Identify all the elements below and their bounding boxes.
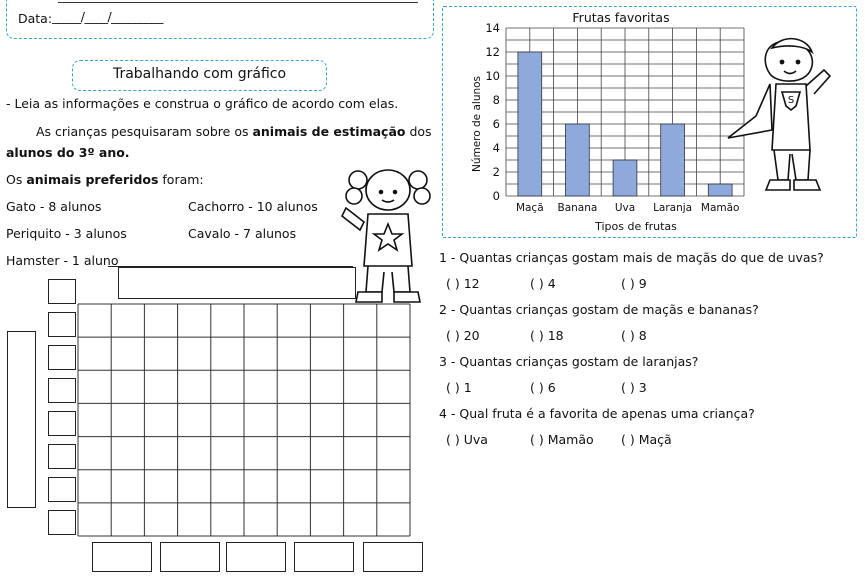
chart-xtick-label: Mamão — [700, 202, 740, 214]
x-category-answer-box[interactable] — [294, 542, 354, 572]
superhero-boy-icon — [726, 30, 856, 198]
y-tick-answer-box[interactable] — [48, 411, 76, 436]
page-title: Trabalhando com gráfico — [112, 66, 287, 82]
chart-xtick-label: Laranja — [653, 202, 693, 214]
y-tick-answer-box[interactable] — [48, 345, 76, 370]
x-category-answer-box[interactable] — [160, 542, 220, 572]
answer-option[interactable]: ( ) 6 — [530, 380, 556, 395]
empty-grid[interactable] — [76, 302, 414, 538]
animal-item: Periquito - 3 alunos — [6, 226, 127, 241]
animal-item: Cachorro - 10 alunos — [188, 199, 318, 214]
y-tick-answer-box[interactable] — [48, 477, 76, 502]
chart-xtick-label: Uva — [614, 202, 636, 214]
chart-ylabel: Número de alunos — [471, 75, 483, 173]
answer-option[interactable]: ( ) Maçã — [621, 432, 672, 447]
answer-title-box[interactable] — [118, 267, 356, 299]
chart-bar-banana — [566, 124, 590, 196]
chart-ytick-label: 10 — [485, 69, 500, 83]
chart-y-ticks — [485, 21, 500, 203]
preferred-part2: foram: — [158, 172, 204, 187]
chart-ytick-label: 0 — [492, 189, 500, 203]
answer-option[interactable]: ( ) 3 — [621, 380, 647, 395]
intro-bold1: animais de estimação — [252, 124, 406, 139]
chart-xtick-label: Banana — [557, 202, 598, 214]
question-text: 2 - Quantas crianças gostam de maçãs e bananas? — [439, 302, 759, 317]
chart-xlabel: Tipos de frutas — [595, 220, 677, 233]
chart-x-ticks — [516, 202, 740, 214]
superhero-girl-illustration — [338, 162, 438, 314]
intro-part2: dos — [405, 124, 432, 139]
intro-part1: As crianças pesquisaram sobre os — [36, 124, 253, 139]
superhero-boy-illustration — [726, 30, 856, 202]
date-blank[interactable]: _____/____/_________ — [52, 9, 163, 24]
answer-option[interactable]: ( ) 4 — [530, 276, 556, 291]
animal-item: Cavalo - 7 alunos — [188, 226, 297, 241]
answer-option[interactable]: ( ) 20 — [446, 328, 480, 343]
chart-ytick-label: 14 — [485, 21, 500, 35]
x-category-answer-box[interactable] — [363, 542, 423, 572]
answer-option[interactable]: ( ) 1 — [446, 380, 472, 395]
answer-yaxis-box[interactable] — [7, 331, 36, 508]
answer-option[interactable]: ( ) Mamão — [530, 432, 594, 447]
answer-option[interactable]: ( ) 8 — [621, 328, 647, 343]
question-text: 1 - Quantas crianças gostam mais de maçãs do que de uvas? — [439, 250, 824, 265]
answer-option[interactable]: ( ) 9 — [621, 276, 647, 291]
empty-grid-lines — [78, 304, 410, 536]
intro-paragraph — [36, 124, 432, 140]
chart-bar-maçã — [518, 52, 542, 196]
chart-bar-laranja — [661, 124, 685, 196]
answer-option[interactable]: ( ) 18 — [530, 328, 564, 343]
question-text: 4 - Qual fruta é a favorita de apenas uma criança? — [439, 406, 755, 421]
svg-text:S: S — [787, 95, 795, 106]
animal-item: Hamster - 1 aluno — [6, 253, 119, 268]
y-tick-answer-box[interactable] — [48, 378, 76, 403]
chart-ytick-label: 2 — [492, 165, 500, 179]
animal-item: Gato - 8 alunos — [6, 199, 102, 214]
y-tick-answer-box[interactable] — [48, 279, 76, 304]
chart-ytick-label: 6 — [492, 117, 500, 131]
y-tick-answer-box[interactable] — [48, 510, 76, 535]
chart-title: Frutas favoritas — [572, 10, 670, 25]
x-category-answer-box[interactable] — [226, 542, 286, 572]
answer-option[interactable]: ( ) 12 — [446, 276, 480, 291]
y-tick-answer-box[interactable] — [48, 444, 76, 469]
chart-ytick-label: 12 — [485, 45, 500, 59]
y-tick-answer-box[interactable] — [48, 312, 76, 337]
empty-grid-area — [76, 302, 414, 542]
chart-bar-uva — [613, 160, 637, 196]
preferred-text — [6, 172, 204, 188]
instruction-text: - Leia as informações e construa o gráfico de acordo com elas. — [6, 96, 399, 111]
chart-xtick-label: Maçã — [515, 202, 544, 214]
superhero-girl-icon — [338, 162, 438, 310]
chart-ytick-label: 4 — [492, 141, 500, 155]
question-text: 3 - Quantas crianças gostam de laranjas? — [439, 354, 699, 369]
intro-line2: alunos do 3º ano. — [6, 145, 130, 160]
chart-ytick-label: 8 — [492, 93, 500, 107]
preferred-bold: animais preferidos — [26, 172, 159, 187]
answer-option[interactable]: ( ) Uva — [446, 432, 488, 447]
x-category-answer-box[interactable] — [92, 542, 152, 572]
preferred-part1: Os — [6, 172, 27, 187]
date-label: Data: — [18, 11, 53, 26]
